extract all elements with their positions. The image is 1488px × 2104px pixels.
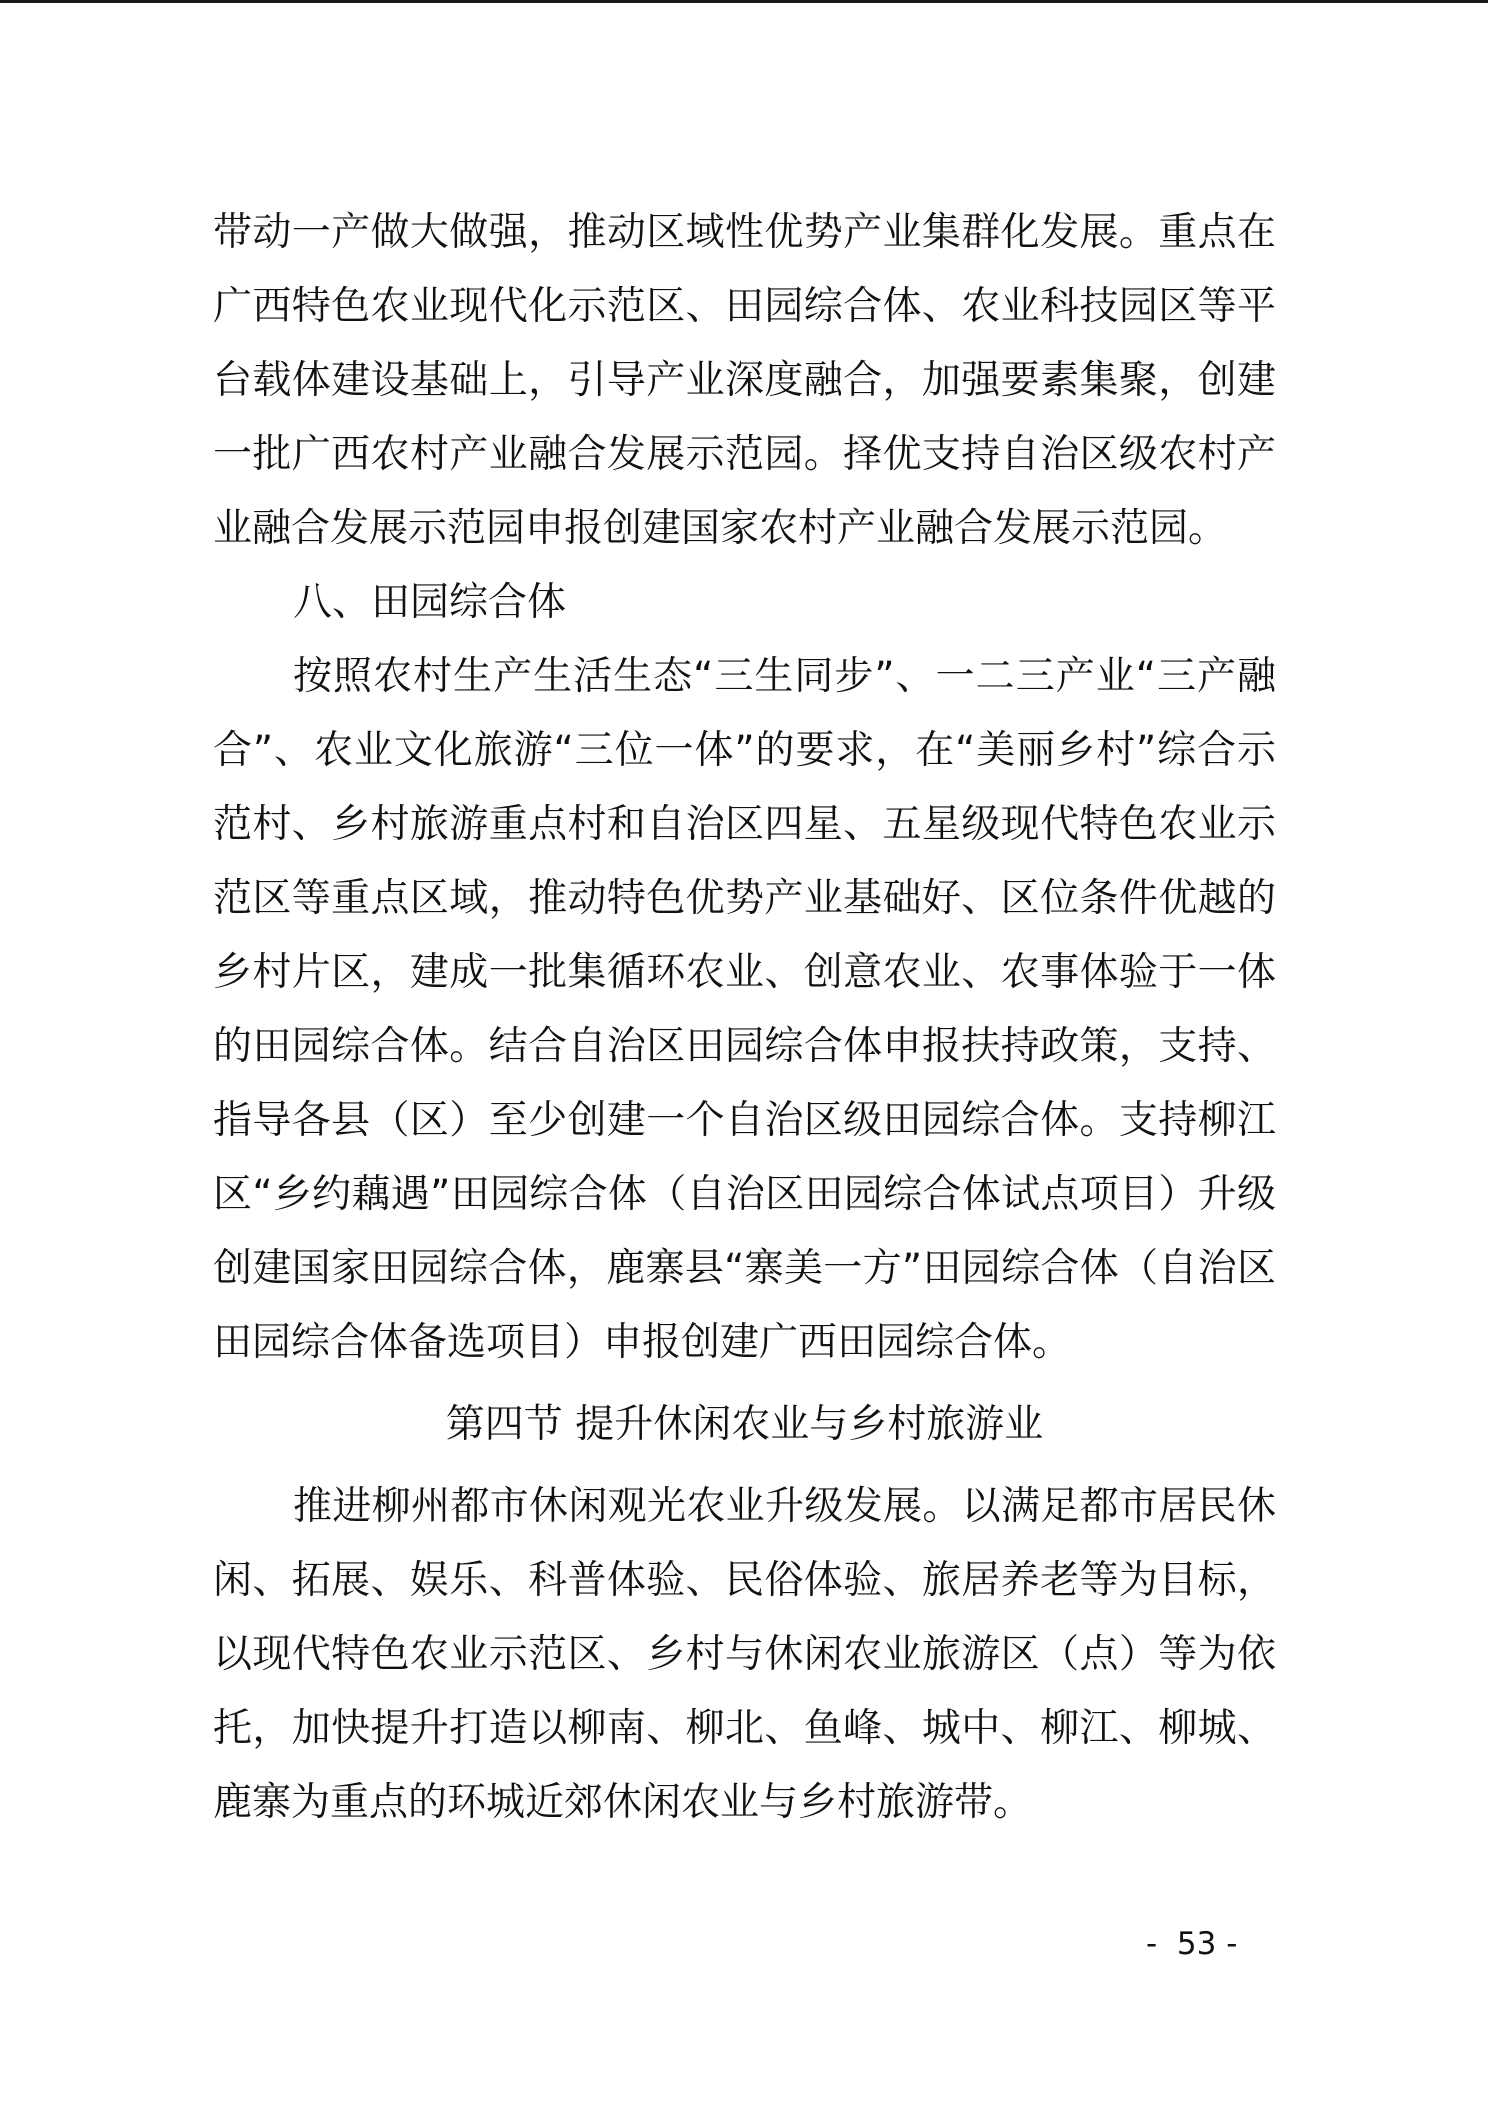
top-border-line xyxy=(0,0,1488,3)
page-number: - 53 - xyxy=(1146,1926,1238,1962)
paragraph-leisure-tourism: 推进柳州都市休闲观光农业升级发展。以满足都市居民休闲、拓展、娱乐、科普体验、民俗体验、旅居养老等为目标，以现代特色农业示范区、乡村与休闲农业旅游区（点）等为依托，加快提升打造以柳南、柳北、鱼峰、城中、柳江、柳城、鹿寨为重点的环城近郊休闲农业与乡村旅游带。 xyxy=(213,1484,1276,1825)
section-title-leisure-agriculture: 第四节 提升休闲农业与乡村旅游业 xyxy=(445,1402,1044,1447)
document-page-body xyxy=(213,196,1276,1840)
heading-pastoral-complex: 八、田园综合体 xyxy=(293,580,567,625)
paragraph-industry-integration: 带动一产做大做强，推动区域性优势产业集群化发展。重点在广西特色农业现代化示范区、田园综合体、农业科技园区等平台载体建设基础上，引导产业深度融合，加强要素集聚，创建一批广西农村产业融合发展示范园。择优支持自治区级农村产业融合发展示范园申报创建国家农村产业融合发展示范园。 xyxy=(213,210,1276,551)
paragraph-pastoral-complex: 按照农村生产生活生态“三生同步”、一二三产业“三产融合”、农业文化旅游“三位一体”的要求，在“美丽乡村”综合示范村、乡村旅游重点村和自治区四星、五星级现代特色农业示范区等重点区域，推动特色优势产业基础好、区位条件优越的乡村片区，建成一批集循环农业、创意农业、农事体验于一体的田园综合体。结合自治区田园综合体申报扶持政策，支持、指导各县（区）至少创建一个自治区级田园综合体。支持柳江区“乡约藕遇”田园综合体（自治区田园综合体试点项目）升级创建国家田园综合体，鹿寨县“寨美一方”田园综合体（自治区田园综合体备选项目）申报创建广西田园综合体。 xyxy=(213,654,1276,1365)
